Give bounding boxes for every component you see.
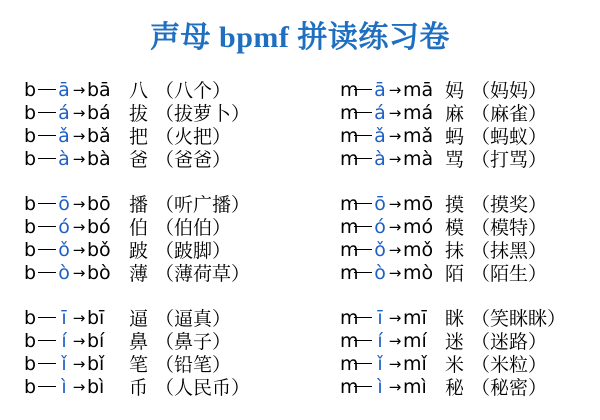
initial-consonant: b <box>24 192 37 215</box>
connector-dash <box>38 272 56 273</box>
initial-consonant: m <box>340 78 359 101</box>
connector-dash <box>354 340 372 341</box>
hanzi-character: 拔 <box>129 103 149 125</box>
syllable-result: bǎ <box>87 124 111 147</box>
initial-consonant: b <box>24 329 37 352</box>
example-word: （抹黑） <box>471 240 548 262</box>
example-word: （麻雀） <box>471 103 548 125</box>
connector-dash <box>354 226 372 227</box>
arrow-icon: → <box>388 263 402 282</box>
example-word: （陌生） <box>471 263 548 285</box>
example-word: （打骂） <box>471 149 548 171</box>
hanzi-character: 秘 <box>445 377 465 399</box>
syllable-row <box>24 375 250 398</box>
syllable-result: mì <box>403 375 427 398</box>
example-word: （蚂蚁） <box>471 126 548 148</box>
syllable-row <box>340 192 566 215</box>
arrow-icon: → <box>72 80 86 99</box>
hanzi-character: 把 <box>129 126 149 148</box>
syllable-result: bǒ <box>87 238 111 261</box>
tone-vowel: á <box>58 101 70 124</box>
syllable-result: mǐ <box>403 352 427 375</box>
syllable-row <box>340 352 566 375</box>
connector-dash <box>354 89 372 90</box>
syllable-result: mā <box>403 78 434 101</box>
hanzi-character: 眯 <box>445 308 465 330</box>
syllable-row <box>340 329 566 352</box>
syllable-row <box>24 306 250 329</box>
initial-consonant: b <box>24 375 37 398</box>
initial-consonant: b <box>24 78 37 101</box>
syllable-group <box>340 78 566 170</box>
initial-consonant: m <box>340 147 359 170</box>
arrow-icon: → <box>72 103 86 122</box>
arrow-icon: → <box>388 240 402 259</box>
syllable-row <box>24 147 250 170</box>
hanzi-character: 蚂 <box>445 126 465 148</box>
tone-vowel: ì <box>61 375 67 398</box>
arrow-icon: → <box>388 103 402 122</box>
hanzi-character: 鼻 <box>129 331 149 353</box>
tone-vowel: ò <box>58 261 70 284</box>
syllable-result: mó <box>403 215 434 238</box>
tone-vowel: ǒ <box>58 238 70 261</box>
hanzi-character: 妈 <box>445 80 465 102</box>
example-word: （跛脚） <box>155 240 232 262</box>
tone-vowel: ò <box>374 261 386 284</box>
tone-vowel: í <box>377 329 383 352</box>
syllable-group <box>24 78 250 170</box>
syllable-row <box>24 192 250 215</box>
initial-consonant: b <box>24 147 37 170</box>
syllable-result: bí <box>87 329 105 352</box>
arrow-icon: → <box>72 217 86 236</box>
arrow-icon: → <box>72 308 86 327</box>
connector-dash <box>38 317 56 318</box>
initial-consonant: b <box>24 306 37 329</box>
initial-consonant: b <box>24 215 37 238</box>
arrow-icon: → <box>72 331 86 350</box>
hanzi-character: 伯 <box>129 217 149 239</box>
arrow-icon: → <box>388 126 402 145</box>
example-word: （伯伯） <box>155 217 232 239</box>
arrow-icon: → <box>388 194 402 213</box>
hanzi-character: 抹 <box>445 240 465 262</box>
example-word: （火把） <box>155 126 232 148</box>
arrow-icon: → <box>72 263 86 282</box>
example-word: （妈妈） <box>471 80 548 102</box>
arrow-icon: → <box>388 80 402 99</box>
hanzi-character: 迷 <box>445 331 465 353</box>
syllable-row <box>24 124 250 147</box>
syllable-result: mí <box>403 329 427 352</box>
example-word: （摸奖） <box>471 194 548 216</box>
tone-vowel: ó <box>374 215 386 238</box>
syllable-result: mò <box>403 261 434 284</box>
hanzi-character: 陌 <box>445 263 465 285</box>
hanzi-character: 逼 <box>129 308 149 330</box>
syllable-row <box>340 215 566 238</box>
example-word: （逼真） <box>155 308 232 330</box>
arrow-icon: → <box>72 377 86 396</box>
initial-consonant: m <box>340 215 359 238</box>
syllable-row <box>340 101 566 124</box>
tone-vowel: ī <box>61 306 67 329</box>
connector-dash <box>38 386 56 387</box>
syllable-row <box>24 352 250 375</box>
connector-dash <box>354 135 372 136</box>
initial-consonant: m <box>340 192 359 215</box>
initial-consonant: b <box>24 101 37 124</box>
initial-consonant: b <box>24 124 37 147</box>
example-word: （笑眯眯） <box>471 308 567 330</box>
syllable-result: bā <box>87 78 111 101</box>
initial-consonant: b <box>24 261 37 284</box>
arrow-icon: → <box>388 331 402 350</box>
tone-vowel: ǐ <box>61 352 67 375</box>
syllable-group <box>24 306 250 398</box>
tone-vowel: ǒ <box>374 238 386 261</box>
tone-vowel: í <box>61 329 67 352</box>
connector-dash <box>354 363 372 364</box>
tone-vowel: á <box>374 101 386 124</box>
arrow-icon: → <box>72 240 86 259</box>
syllable-row <box>24 101 250 124</box>
example-word: （秘密） <box>471 377 548 399</box>
syllable-result: bó <box>87 215 111 238</box>
hanzi-character: 骂 <box>445 149 465 171</box>
syllable-result: mō <box>403 192 434 215</box>
hanzi-character: 笔 <box>129 354 149 376</box>
initial-consonant: m <box>340 261 359 284</box>
tone-vowel: ō <box>58 192 70 215</box>
hanzi-character: 麻 <box>445 103 465 125</box>
syllable-row <box>24 78 250 101</box>
syllable-row <box>24 238 250 261</box>
tone-vowel: ǎ <box>374 124 386 147</box>
syllable-row <box>340 124 566 147</box>
example-word: （薄荷草） <box>155 263 251 285</box>
example-word: （鼻子） <box>155 331 232 353</box>
column-b <box>24 78 250 420</box>
example-word: （米粒） <box>471 354 548 376</box>
example-word: （爸爸） <box>155 149 232 171</box>
syllable-row <box>340 238 566 261</box>
arrow-icon: → <box>388 354 402 373</box>
initial-consonant: m <box>340 375 359 398</box>
syllable-result: mǎ <box>403 124 434 147</box>
example-word: （拔萝卜） <box>155 103 251 125</box>
hanzi-character: 摸 <box>445 194 465 216</box>
connector-dash <box>38 226 56 227</box>
connector-dash <box>38 363 56 364</box>
example-word: （模特） <box>471 217 548 239</box>
example-word: （八个） <box>155 80 232 102</box>
arrow-icon: → <box>72 126 86 145</box>
tone-vowel: à <box>58 147 70 170</box>
syllable-row <box>340 261 566 284</box>
tone-vowel: ō <box>374 192 386 215</box>
syllable-result: bì <box>87 375 105 398</box>
connector-dash <box>38 249 56 250</box>
connector-dash <box>354 203 372 204</box>
connector-dash <box>38 89 56 90</box>
arrow-icon: → <box>388 308 402 327</box>
initial-consonant: b <box>24 352 37 375</box>
tone-vowel: à <box>374 147 386 170</box>
syllable-result: bò <box>87 261 111 284</box>
syllable-result: mǒ <box>403 238 434 261</box>
initial-consonant: m <box>340 101 359 124</box>
syllable-row <box>340 375 566 398</box>
hanzi-character: 币 <box>129 377 149 399</box>
example-word: （听广播） <box>155 194 251 216</box>
hanzi-character: 薄 <box>129 263 149 285</box>
arrow-icon: → <box>72 354 86 373</box>
syllable-result: bī <box>87 306 105 329</box>
connector-dash <box>38 112 56 113</box>
syllable-row <box>340 147 566 170</box>
tone-vowel: ī <box>377 306 383 329</box>
connector-dash <box>38 158 56 159</box>
hanzi-character: 爸 <box>129 149 149 171</box>
column-m <box>340 78 566 420</box>
connector-dash <box>38 135 56 136</box>
connector-dash <box>354 249 372 250</box>
syllable-result: mà <box>403 147 434 170</box>
initial-consonant: m <box>340 124 359 147</box>
syllable-row <box>340 78 566 101</box>
hanzi-character: 模 <box>445 217 465 239</box>
tone-vowel: ǎ <box>58 124 70 147</box>
syllable-result: má <box>403 101 434 124</box>
syllable-result: bá <box>87 101 111 124</box>
page-title: 声母 bpmf 拼读练习卷 <box>150 21 450 54</box>
example-word: （迷路） <box>471 331 548 353</box>
tone-vowel: ì <box>377 375 383 398</box>
syllable-row <box>24 261 250 284</box>
arrow-icon: → <box>388 149 402 168</box>
connector-dash <box>354 386 372 387</box>
connector-dash <box>354 317 372 318</box>
syllable-group <box>24 192 250 284</box>
arrow-icon: → <box>72 194 86 213</box>
connector-dash <box>354 272 372 273</box>
example-word: （铅笔） <box>155 354 232 376</box>
hanzi-character: 跛 <box>129 240 149 262</box>
syllable-result: bǐ <box>87 352 105 375</box>
example-word: （人民币） <box>155 377 251 399</box>
syllable-result: mī <box>403 306 427 329</box>
syllable-result: bà <box>87 147 111 170</box>
syllable-result: bō <box>87 192 111 215</box>
hanzi-character: 八 <box>129 80 149 102</box>
tone-vowel: ā <box>58 78 70 101</box>
connector-dash <box>354 112 372 113</box>
arrow-icon: → <box>72 149 86 168</box>
syllable-row <box>24 215 250 238</box>
initial-consonant: m <box>340 306 359 329</box>
arrow-icon: → <box>388 377 402 396</box>
hanzi-character: 播 <box>129 194 149 216</box>
initial-consonant: m <box>340 238 359 261</box>
initial-consonant: m <box>340 352 359 375</box>
syllable-group <box>340 192 566 284</box>
arrow-icon: → <box>388 217 402 236</box>
tone-vowel: ó <box>58 215 70 238</box>
initial-consonant: b <box>24 238 37 261</box>
tone-vowel: ā <box>374 78 386 101</box>
syllable-group <box>340 306 566 398</box>
connector-dash <box>38 203 56 204</box>
connector-dash <box>354 158 372 159</box>
syllable-row <box>340 306 566 329</box>
syllable-row <box>24 329 250 352</box>
connector-dash <box>38 340 56 341</box>
initial-consonant: m <box>340 329 359 352</box>
hanzi-character: 米 <box>445 354 465 376</box>
tone-vowel: ǐ <box>377 352 383 375</box>
